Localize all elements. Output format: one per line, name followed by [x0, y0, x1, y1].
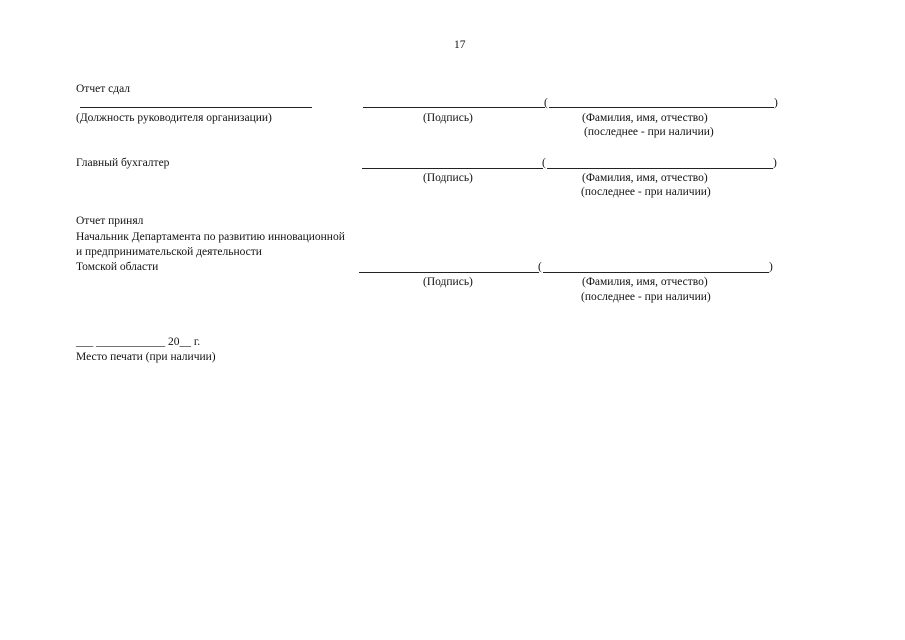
name-caption-1a: (Фамилия, имя, отчество): [582, 112, 708, 124]
name-caption-3a: (Фамилия, имя, отчество): [582, 276, 708, 288]
position-line: [80, 107, 312, 108]
accepted-role-line-1: Начальник Департамента по развитию инновационной: [76, 231, 345, 243]
name-caption-3b: (последнее - при наличии): [581, 291, 711, 303]
page-number: 17: [454, 39, 466, 51]
name-caption-2b: (последнее - при наличии): [581, 186, 711, 198]
accepted-role-line-2: и предпринимательской деятельности: [76, 246, 262, 258]
close-paren-2: ): [773, 157, 777, 169]
submitted-title: Отчет сдал: [76, 83, 131, 95]
signature-line-3: [359, 272, 539, 273]
open-paren-3: (: [538, 261, 542, 273]
open-paren-1: (: [544, 97, 548, 109]
position-caption: (Должность руководителя организации): [76, 112, 272, 124]
close-paren-1: ): [774, 97, 778, 109]
close-paren-3: ): [769, 261, 773, 273]
signature-caption-2: (Подпись): [423, 172, 473, 184]
name-line-2: [547, 168, 773, 169]
name-line-1: [549, 107, 774, 108]
name-line-3: [543, 272, 769, 273]
signature-line-1: [363, 107, 545, 108]
signature-caption-1: (Подпись): [423, 112, 473, 124]
open-paren-2: (: [542, 157, 546, 169]
name-caption-2a: (Фамилия, имя, отчество): [582, 172, 708, 184]
date-line: ___ ____________ 20__ г.: [76, 336, 201, 348]
stamp-place: Место печати (при наличии): [76, 351, 216, 363]
accepted-role-line-3: Томской области: [76, 261, 159, 273]
accepted-title: Отчет принял: [76, 215, 144, 227]
signature-caption-3: (Подпись): [423, 276, 473, 288]
accountant-title: Главный бухгалтер: [76, 157, 170, 169]
name-caption-1b: (последнее - при наличии): [584, 126, 714, 138]
signature-line-2: [362, 168, 543, 169]
